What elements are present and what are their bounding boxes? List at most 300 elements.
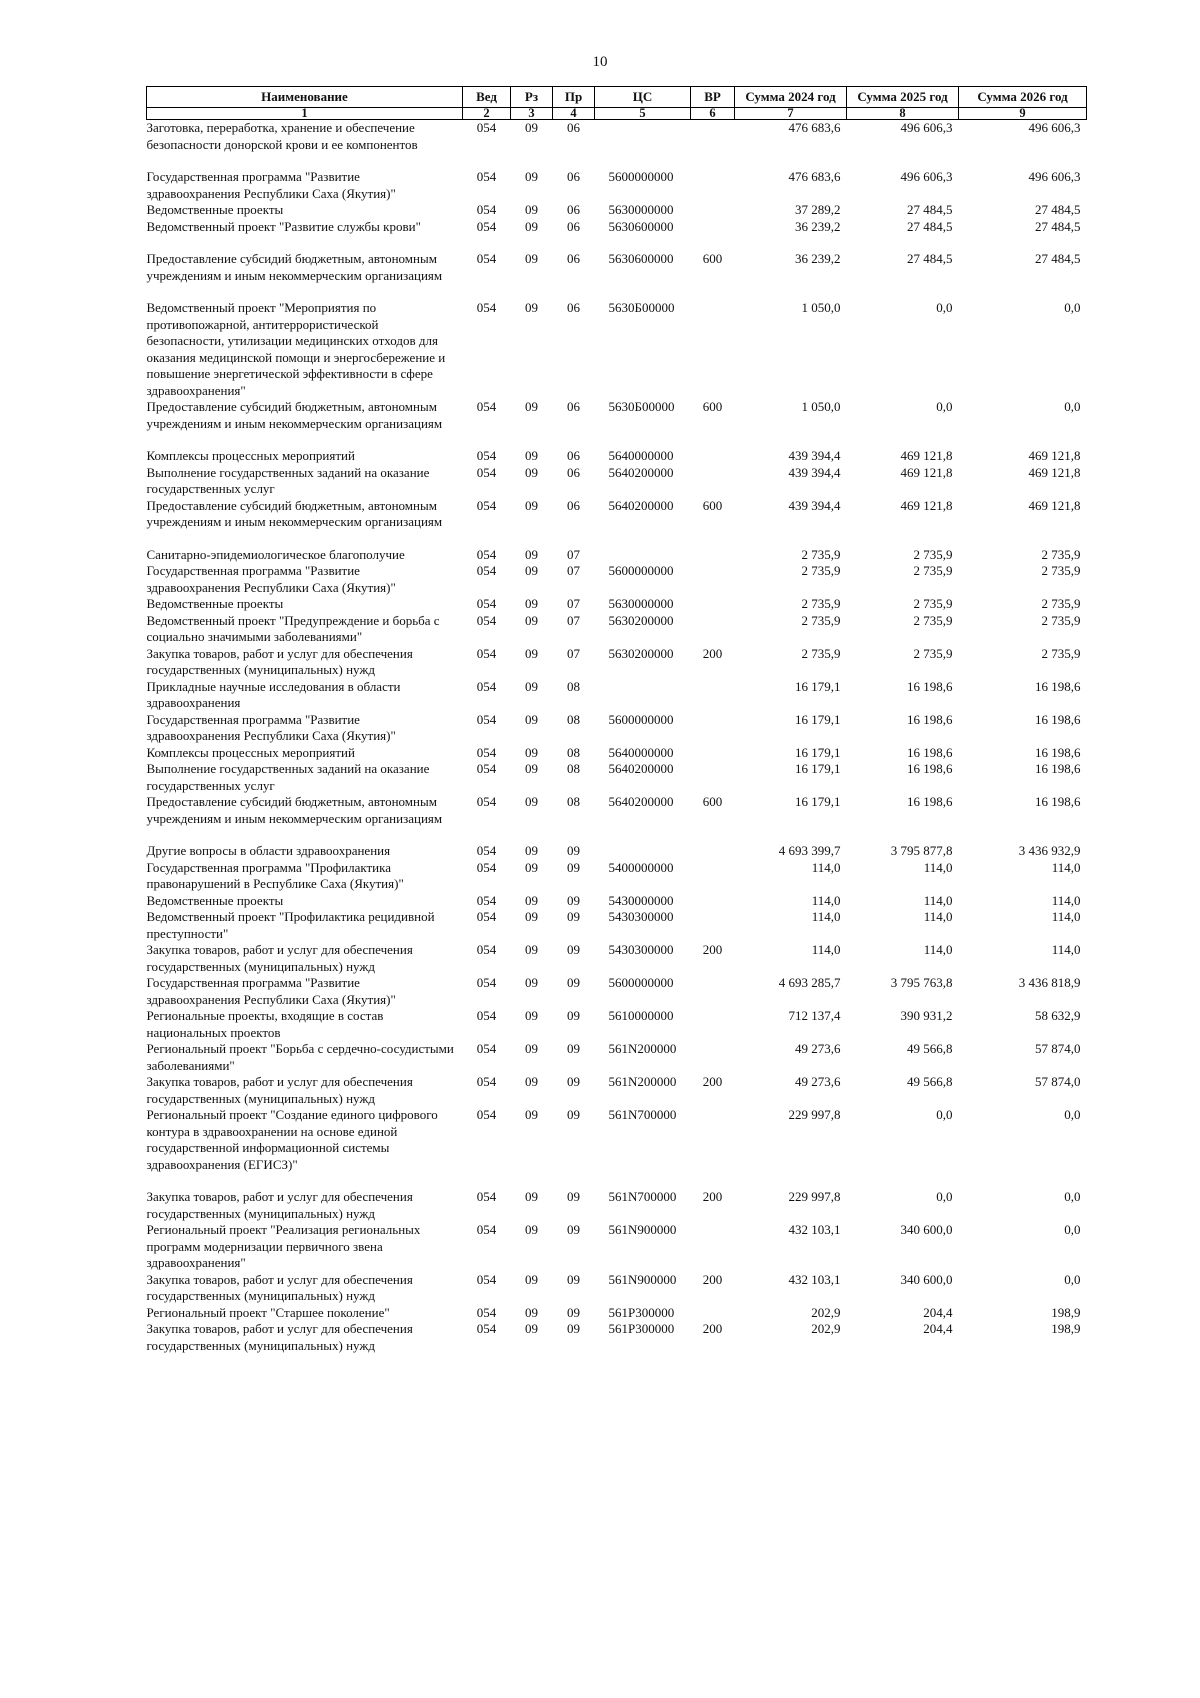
row-spacer-cell (147, 284, 1087, 300)
row-cs-cell (595, 843, 691, 860)
row-cs-cell: 561N200000 (608, 1074, 677, 1089)
row-sum-2024-cell: 2 735,9 (801, 645, 841, 661)
row-pr-cell: 06 (567, 251, 580, 266)
row-cs-cell: 5600000000 (608, 975, 674, 990)
row-pr-cell: 09 (567, 942, 580, 957)
row-cs-cell: 5630600000 (608, 251, 674, 266)
row-pr-cell: 09 (567, 859, 580, 875)
row-name-cell: Выполнение государственных заданий на оказание государственных услуг (146, 761, 430, 793)
row-rz-cell: 09 (525, 975, 538, 990)
row-pr-cell: 09 (567, 975, 580, 990)
row-vr-cell (691, 1041, 735, 1074)
row-ved-cell: 054 (476, 1074, 497, 1089)
column-number: 3 (511, 108, 553, 120)
row-sum-2025-cell: 16 198,6 (907, 761, 953, 776)
table-row (147, 909, 1087, 942)
row-spacer (147, 153, 1087, 169)
row-vr-cell (691, 745, 735, 762)
row-sum-2025-cell: 3 795 877,8 (890, 843, 953, 858)
row-sum-2026-cell: 114,0 (1051, 859, 1081, 875)
row-ved-cell: 054 (476, 975, 497, 990)
row-spacer (147, 1173, 1087, 1189)
row-cs-cell: 5640000000 (608, 448, 674, 463)
row-pr-cell: 06 (567, 169, 580, 184)
row-ved-cell: 054 (476, 202, 497, 217)
row-name-cell: Региональный проект "Реализация региональных программ модернизации первичного звена здравоохранения" (146, 1222, 421, 1270)
row-sum-2025-cell: 3 795 763,8 (890, 975, 953, 990)
row-sum-2026-cell: 3 436 818,9 (1018, 975, 1081, 990)
row-name-cell: Ведомственные проекты (146, 596, 284, 611)
row-sum-2025-cell: 390 931,2 (900, 1008, 953, 1023)
row-ved-cell: 054 (476, 546, 497, 562)
header-row (147, 87, 1087, 108)
row-cs-cell: 5640000000 (608, 744, 674, 760)
row-rz-cell: 09 (525, 120, 538, 135)
row-rz-cell: 09 (525, 859, 538, 875)
row-sum-2025-cell: 340 600,0 (900, 1222, 953, 1237)
row-sum-2024-cell: 439 394,4 (788, 448, 841, 463)
row-ved-cell: 054 (476, 1107, 497, 1122)
row-vr-cell (691, 300, 735, 399)
table-row (147, 448, 1087, 465)
row-cs-cell: 5630600000 (608, 218, 674, 234)
row-sum-2026-cell: 58 632,9 (1035, 1008, 1081, 1023)
row-name-cell: Ведомственный проект "Мероприятия по противопожарной, антитеррористической безопасности, утилизации медицинских отходов для оказания медицинской помощи и энергосбережение и повышение энергетической эффективности в сфере здравоохранения" (146, 300, 446, 398)
row-sum-2025-cell: 0,0 (936, 300, 953, 315)
row-sum-2024-cell: 114,0 (811, 909, 841, 924)
row-pr-cell: 09 (567, 892, 580, 908)
row-name-cell: Региональный проект "Создание единого цифрового контура в здравоохранении на основе единой государственной информационной системы здравоохранения (ЕГИСЗ)" (146, 1107, 438, 1172)
row-vr-cell (691, 202, 735, 219)
row-name-cell: Заготовка, переработка, хранение и обеспечение безопасности донорской крови и ее компонентов (146, 120, 418, 152)
row-vr-cell (691, 219, 735, 236)
header-cs: ЦС (595, 87, 691, 108)
row-ved-cell: 054 (476, 1041, 497, 1056)
row-name-cell: Предоставление субсидий бюджетным, автономным учреждениям и иным некоммерческим организациям (146, 497, 443, 529)
row-ved-cell: 054 (476, 1304, 497, 1320)
table-row (147, 547, 1087, 564)
row-sum-2024-cell: 16 179,1 (795, 711, 841, 727)
row-cs-cell (595, 120, 691, 154)
row-pr-cell: 08 (567, 711, 580, 727)
table-row (147, 761, 1087, 794)
row-sum-2024-cell: 1 050,0 (801, 399, 841, 414)
row-pr-cell: 07 (567, 612, 580, 628)
row-cs-cell: 5600000000 (608, 563, 674, 578)
row-name-cell: Ведомственный проект "Развитие службы крови" (146, 218, 421, 234)
table-row (147, 843, 1087, 860)
row-name-cell: Государственная программа "Развитие здравоохранения Республики Саха (Якутия)" (146, 975, 396, 1007)
row-sum-2025-cell: 27 484,5 (907, 202, 953, 217)
row-cs-cell: 5640200000 (608, 794, 674, 809)
row-pr-cell: 07 (567, 546, 580, 562)
row-vr-cell (691, 909, 735, 942)
table-row (147, 251, 1087, 284)
row-name-cell: Ведомственный проект "Профилактика рецидивной преступности" (146, 909, 435, 941)
row-name-cell: Комплексы процессных мероприятий (146, 448, 355, 463)
row-name-cell: Закупка товаров, работ и услуг для обеспечения государственных (муниципальных) нужд (146, 1189, 413, 1221)
row-cs-cell: 561P300000 (608, 1321, 675, 1336)
row-ved-cell: 054 (476, 1222, 497, 1237)
row-sum-2024-cell: 439 394,4 (788, 497, 841, 513)
row-pr-cell: 08 (567, 744, 580, 760)
row-ved-cell: 054 (476, 843, 497, 858)
row-sum-2026-cell: 2 735,9 (1041, 546, 1081, 562)
row-sum-2025-cell: 496 606,3 (900, 169, 953, 184)
row-rz-cell: 09 (525, 843, 538, 858)
row-vr-cell (691, 893, 735, 910)
row-sum-2024-cell: 49 273,6 (795, 1074, 841, 1089)
row-rz-cell: 09 (525, 892, 538, 908)
row-cs-cell: 5640200000 (608, 497, 674, 513)
row-ved-cell: 054 (476, 120, 497, 135)
row-rz-cell: 09 (525, 761, 538, 776)
row-sum-2025-cell: 2 735,9 (913, 563, 953, 578)
row-vr-cell: 200 (702, 1189, 723, 1204)
page-number: 10 (592, 54, 608, 70)
row-name-cell: Ведомственные проекты (146, 202, 284, 217)
row-pr-cell: 06 (567, 120, 580, 135)
row-ved-cell: 054 (476, 859, 497, 875)
row-sum-2025-cell: 2 735,9 (913, 645, 953, 661)
table-row (147, 120, 1087, 154)
row-rz-cell: 09 (525, 300, 538, 315)
row-sum-2025-cell: 469 121,8 (900, 497, 953, 513)
row-name-cell: Ведомственный проект "Предупреждение и борьба с социально значимыми заболеваниями" (146, 612, 440, 644)
table-row (147, 219, 1087, 236)
table-row (147, 613, 1087, 646)
row-sum-2025-cell: 0,0 (936, 1189, 953, 1204)
row-cs-cell: 5640200000 (608, 761, 674, 776)
row-vr-cell (691, 1107, 735, 1173)
table-row (147, 1008, 1087, 1041)
row-sum-2026-cell: 0,0 (1064, 399, 1081, 414)
row-pr-cell: 07 (567, 596, 580, 611)
row-rz-cell: 09 (525, 464, 538, 480)
row-sum-2025-cell: 496 606,3 (900, 120, 953, 135)
table-row (147, 679, 1087, 712)
row-sum-2024-cell: 36 239,2 (795, 251, 841, 266)
row-name-cell: Предоставление субсидий бюджетным, автономным учреждениям и иным некоммерческим организациям (146, 399, 443, 431)
row-cs-cell: 5600000000 (608, 169, 674, 184)
row-name-cell: Прикладные научные исследования в области здравоохранения (146, 678, 401, 710)
table-row (147, 975, 1087, 1008)
row-rz-cell: 09 (525, 1074, 538, 1089)
row-cs-cell: 5430000000 (608, 892, 674, 908)
column-number: 6 (691, 108, 735, 120)
row-sum-2026-cell: 0,0 (1064, 1107, 1081, 1122)
table-row (147, 399, 1087, 432)
column-number-row (147, 108, 1087, 120)
row-sum-2024-cell: 1 050,0 (801, 300, 841, 315)
row-sum-2026-cell: 469 121,8 (1028, 497, 1081, 513)
row-sum-2026-cell: 16 198,6 (1035, 794, 1081, 809)
row-sum-2024-cell: 202,9 (811, 1321, 841, 1336)
row-rz-cell: 09 (525, 1222, 538, 1237)
row-rz-cell: 09 (525, 1041, 538, 1056)
row-ved-cell: 054 (476, 399, 497, 414)
row-sum-2025-cell: 49 566,8 (907, 1041, 953, 1056)
row-cs-cell: 561N900000 (608, 1222, 677, 1237)
row-sum-2024-cell: 16 179,1 (795, 794, 841, 809)
row-rz-cell: 09 (525, 169, 538, 184)
budget-table (146, 86, 1087, 1354)
row-sum-2026-cell: 16 198,6 (1035, 678, 1081, 694)
row-pr-cell: 09 (567, 1074, 580, 1089)
column-number: 4 (553, 108, 595, 120)
row-pr-cell: 09 (567, 909, 580, 924)
row-spacer (147, 432, 1087, 448)
row-cs-cell: 561N900000 (608, 1271, 677, 1287)
row-rz-cell: 09 (525, 711, 538, 727)
row-name-cell: Государственная программа "Развитие здравоохранения Республики Саха (Якутия)" (146, 711, 396, 743)
column-number: 1 (147, 108, 463, 120)
row-sum-2026-cell: 27 484,5 (1035, 202, 1081, 217)
row-spacer-cell (147, 153, 1087, 169)
row-vr-cell: 200 (702, 645, 723, 661)
column-number: 9 (959, 108, 1087, 120)
header-sum-2024: Сумма 2024 год (735, 87, 847, 108)
row-pr-cell: 09 (567, 1107, 580, 1122)
row-rz-cell: 09 (525, 1321, 538, 1336)
row-pr-cell: 09 (567, 1304, 580, 1320)
row-sum-2026-cell: 27 484,5 (1035, 251, 1081, 266)
row-cs-cell: 5630200000 (608, 645, 674, 661)
column-number: 5 (595, 108, 691, 120)
row-vr-cell (691, 761, 735, 794)
row-sum-2026-cell: 198,9 (1051, 1321, 1081, 1336)
row-rz-cell: 09 (525, 612, 538, 628)
row-rz-cell: 09 (525, 1008, 538, 1023)
row-sum-2026-cell: 16 198,6 (1035, 711, 1081, 727)
row-name-cell: Государственная программа "Профилактика правонарушений в Республике Саха (Якутия)" (146, 859, 404, 891)
header-vr: ВР (691, 87, 735, 108)
table-body (147, 120, 1087, 1355)
row-ved-cell: 054 (476, 251, 497, 266)
row-sum-2025-cell: 16 198,6 (907, 744, 953, 760)
row-sum-2024-cell: 4 693 399,7 (778, 843, 841, 858)
row-rz-cell: 09 (525, 1107, 538, 1122)
row-sum-2026-cell: 0,0 (1064, 300, 1081, 315)
row-spacer (147, 235, 1087, 251)
row-pr-cell: 08 (567, 761, 580, 776)
row-pr-cell: 06 (567, 464, 580, 480)
row-name-cell: Региональный проект "Борьба с сердечно-сосудистыми заболеваниями" (146, 1041, 454, 1073)
row-vr-cell: 600 (702, 399, 723, 414)
row-sum-2026-cell: 469 121,8 (1028, 448, 1081, 463)
table-row (147, 712, 1087, 745)
row-pr-cell: 09 (567, 843, 580, 858)
row-spacer (147, 827, 1087, 843)
row-sum-2025-cell: 27 484,5 (907, 251, 953, 266)
row-vr-cell: 200 (702, 1074, 723, 1089)
row-sum-2024-cell: 37 289,2 (795, 202, 841, 217)
row-sum-2025-cell: 2 735,9 (913, 612, 953, 628)
table-row (147, 1305, 1087, 1322)
row-vr-cell: 600 (702, 794, 723, 809)
row-name-cell: Предоставление субсидий бюджетным, автономным учреждениям и иным некоммерческим организациям (146, 251, 443, 283)
row-vr-cell (691, 563, 735, 596)
row-ved-cell: 054 (476, 942, 497, 957)
row-name-cell: Предоставление субсидий бюджетным, автономным учреждениям и иным некоммерческим организациям (146, 794, 443, 826)
row-sum-2024-cell: 4 693 285,7 (778, 975, 841, 990)
table-row (147, 745, 1087, 762)
row-sum-2025-cell: 49 566,8 (907, 1074, 953, 1089)
table-row (147, 1189, 1087, 1222)
row-name-cell: Ведомственные проекты (146, 892, 284, 908)
row-sum-2026-cell: 3 436 932,9 (1018, 843, 1081, 858)
row-rz-cell: 09 (525, 678, 538, 694)
column-number: 8 (847, 108, 959, 120)
row-ved-cell: 054 (476, 645, 497, 661)
row-cs-cell: 561P300000 (608, 1304, 675, 1320)
row-vr-cell (691, 843, 735, 860)
column-number: 7 (735, 108, 847, 120)
row-sum-2026-cell: 2 735,9 (1041, 596, 1081, 611)
row-rz-cell: 09 (525, 1304, 538, 1320)
budget-table-sheet (146, 86, 1086, 1354)
row-sum-2026-cell: 0,0 (1064, 1271, 1081, 1287)
row-rz-cell: 09 (525, 202, 538, 217)
row-sum-2026-cell: 57 874,0 (1035, 1041, 1081, 1056)
row-vr-cell (691, 1008, 735, 1041)
row-sum-2026-cell: 2 735,9 (1041, 645, 1081, 661)
row-vr-cell (691, 712, 735, 745)
row-name-cell: Комплексы процессных мероприятий (146, 744, 355, 760)
row-sum-2024-cell: 16 179,1 (795, 678, 841, 694)
row-pr-cell: 06 (567, 448, 580, 463)
row-name-cell: Региональный проект "Старшее поколение" (146, 1304, 390, 1320)
table-row (147, 860, 1087, 893)
row-pr-cell: 09 (567, 1271, 580, 1287)
row-rz-cell: 09 (525, 448, 538, 463)
row-ved-cell: 054 (476, 892, 497, 908)
row-sum-2026-cell: 0,0 (1064, 1189, 1081, 1204)
row-sum-2025-cell: 204,4 (923, 1321, 953, 1336)
table-row (147, 202, 1087, 219)
row-cs-cell: 5640200000 (608, 464, 674, 480)
row-ved-cell: 054 (476, 711, 497, 727)
row-spacer (147, 284, 1087, 300)
row-sum-2025-cell: 114,0 (923, 892, 953, 908)
row-cs-cell: 5630Б00000 (608, 399, 675, 414)
row-sum-2026-cell: 496 606,3 (1028, 169, 1081, 184)
row-name-cell: Другие вопросы в области здравоохранения (146, 843, 391, 858)
row-vr-cell (691, 1222, 735, 1272)
row-sum-2024-cell: 2 735,9 (801, 596, 841, 611)
table-row (147, 563, 1087, 596)
table-row (147, 1074, 1087, 1107)
header-sum-2025: Сумма 2025 год (847, 87, 959, 108)
row-cs-cell: 5630000000 (608, 596, 674, 611)
row-name-cell: Государственная программа "Развитие здравоохранения Республики Саха (Якутия)" (146, 169, 396, 201)
row-ved-cell: 054 (476, 678, 497, 694)
row-pr-cell: 07 (567, 563, 580, 578)
row-vr-cell (691, 465, 735, 498)
row-sum-2026-cell: 469 121,8 (1028, 464, 1081, 480)
row-cs-cell: 5430300000 (608, 909, 674, 924)
row-sum-2024-cell: 2 735,9 (801, 563, 841, 578)
row-sum-2025-cell: 2 735,9 (913, 596, 953, 611)
row-rz-cell: 09 (525, 399, 538, 414)
row-ved-cell: 054 (476, 1271, 497, 1287)
table-row (147, 596, 1087, 613)
row-ved-cell: 054 (476, 612, 497, 628)
row-sum-2025-cell: 204,4 (923, 1304, 953, 1320)
row-vr-cell (691, 1305, 735, 1322)
row-sum-2024-cell: 439 394,4 (788, 464, 841, 480)
row-rz-cell: 09 (525, 596, 538, 611)
row-ved-cell: 054 (476, 794, 497, 809)
row-vr-cell (691, 169, 735, 202)
row-sum-2025-cell: 114,0 (923, 909, 953, 924)
row-sum-2024-cell: 476 683,6 (788, 120, 841, 135)
row-vr-cell (691, 679, 735, 712)
row-sum-2024-cell: 2 735,9 (801, 546, 841, 562)
row-spacer-cell (147, 827, 1087, 843)
row-sum-2024-cell: 432 103,1 (788, 1271, 841, 1287)
row-sum-2026-cell: 114,0 (1051, 909, 1081, 924)
row-spacer-cell (147, 531, 1087, 547)
row-spacer-cell (147, 432, 1087, 448)
row-pr-cell: 09 (567, 1008, 580, 1023)
row-pr-cell: 06 (567, 399, 580, 414)
row-pr-cell: 07 (567, 645, 580, 661)
row-cs-cell: 5610000000 (608, 1008, 674, 1023)
header-name: Наименование (147, 87, 463, 108)
row-vr-cell (691, 596, 735, 613)
row-sum-2025-cell: 27 484,5 (907, 218, 953, 234)
row-rz-cell: 09 (525, 744, 538, 760)
row-sum-2024-cell: 114,0 (811, 859, 841, 875)
header-rz: Рз (511, 87, 553, 108)
row-ved-cell: 054 (476, 596, 497, 611)
row-name-cell: Выполнение государственных заданий на оказание государственных услуг (146, 464, 430, 496)
row-ved-cell: 054 (476, 1008, 497, 1023)
row-sum-2024-cell: 712 137,4 (788, 1008, 841, 1023)
table-row (147, 1272, 1087, 1305)
row-rz-cell: 09 (525, 563, 538, 578)
row-sum-2025-cell: 469 121,8 (900, 448, 953, 463)
row-name-cell: Закупка товаров, работ и услуг для обеспечения государственных (муниципальных) нужд (146, 942, 413, 974)
table-row (147, 794, 1087, 827)
row-sum-2026-cell: 0,0 (1064, 1222, 1081, 1237)
row-ved-cell: 054 (476, 909, 497, 924)
row-ved-cell: 054 (476, 464, 497, 480)
header-sum-2026: Сумма 2026 год (959, 87, 1087, 108)
row-ved-cell: 054 (476, 497, 497, 513)
row-pr-cell: 09 (567, 1189, 580, 1204)
row-cs-cell: 5430300000 (608, 942, 674, 957)
table-row (147, 646, 1087, 679)
row-rz-cell: 09 (525, 546, 538, 562)
row-sum-2024-cell: 114,0 (811, 892, 841, 908)
row-pr-cell: 06 (567, 218, 580, 234)
row-sum-2026-cell: 57 874,0 (1035, 1074, 1081, 1089)
row-vr-cell: 200 (702, 1321, 723, 1336)
row-sum-2026-cell: 114,0 (1051, 942, 1081, 957)
row-rz-cell: 09 (525, 942, 538, 957)
table-row (147, 1107, 1087, 1173)
table-row (147, 498, 1087, 531)
row-cs-cell: 5630200000 (608, 612, 674, 628)
row-rz-cell: 09 (525, 497, 538, 513)
row-vr-cell: 200 (702, 942, 723, 957)
row-sum-2024-cell: 16 179,1 (795, 761, 841, 776)
row-sum-2025-cell: 114,0 (923, 942, 953, 957)
row-cs-cell: 561N700000 (608, 1107, 677, 1122)
row-sum-2026-cell: 2 735,9 (1041, 612, 1081, 628)
